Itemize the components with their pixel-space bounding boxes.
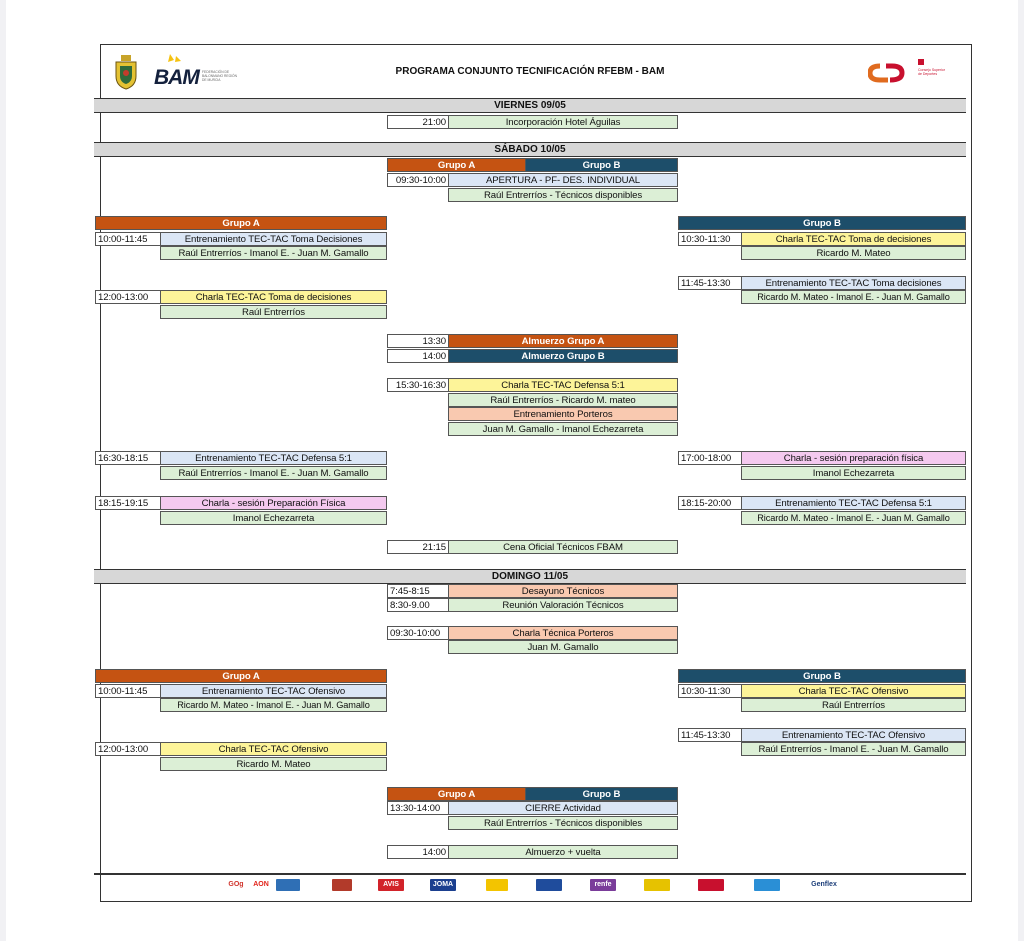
schedule-staff: Raúl Entrerríos - Técnicos disponibles: [448, 816, 678, 830]
group-b-header: Grupo B: [525, 158, 678, 172]
sponsor-logo: [407, 879, 427, 891]
schedule-activity: Entrenamiento TEC-TAC Toma decisiones: [741, 276, 966, 290]
sponsor-logo: [783, 879, 807, 891]
schedule-activity: Entrenamiento TEC-TAC Ofensivo: [160, 684, 387, 698]
schedule-activity: Charla - sesión preparación física: [741, 451, 966, 465]
schedule-time: 21:00: [387, 115, 449, 129]
schedule-activity: CIERRE Actividad: [448, 801, 678, 815]
schedule-staff: Raúl Entrerríos - Técnicos disponibles: [448, 188, 678, 202]
schedule-time: 10:30-11:30: [678, 232, 742, 246]
club-crest-logo: [112, 54, 140, 90]
schedule-staff: Ricardo M. Mateo - Imanol E. - Juan M. Gamallo: [741, 511, 966, 525]
schedule-activity: Almuerzo + vuelta: [448, 845, 678, 859]
sponsor-logo: [303, 879, 329, 891]
schedule-time: 10:00-11:45: [95, 684, 161, 698]
csd-logo: [868, 56, 950, 88]
schedule-time: 10:30-11:30: [678, 684, 742, 698]
schedule-time: 11:45-13:30: [678, 276, 742, 290]
schedule-activity: Desayuno Técnicos: [448, 584, 678, 598]
sponsor-logo: [565, 879, 587, 891]
schedule-staff: Raúl Entrerríos: [160, 305, 387, 319]
group-b-header: Grupo B: [678, 216, 966, 230]
day-header-domingo: DOMINGO 11/05: [94, 569, 966, 584]
schedule-staff: Raúl Entrerríos - Imanol E. - Juan M. Gamallo: [741, 742, 966, 756]
schedule-staff: Imanol Echezarreta: [741, 466, 966, 480]
sponsor-logo: [459, 879, 483, 891]
schedule-time: 7:45-8:15: [387, 584, 449, 598]
schedule-activity: Charla - sesión Preparación Física: [160, 496, 387, 510]
sponsor-logo: GOg: [226, 879, 246, 891]
schedule-activity: APERTURA - PF- DES. INDIVIDUAL: [448, 173, 678, 187]
sponsor-logo: AVIS: [378, 879, 404, 891]
schedule-activity: Cena Oficial Técnicos FBAM: [448, 540, 678, 554]
sponsor-logo: [754, 879, 780, 891]
schedule-staff: Ricardo M. Mateo: [160, 757, 387, 771]
group-a-header: Grupo A: [387, 787, 526, 801]
sponsor-logo: [511, 879, 533, 891]
schedule-activity: Charla TEC-TAC Toma de decisiones: [160, 290, 387, 304]
schedule-staff: Raúl Entrerríos: [741, 698, 966, 712]
schedule-time: 09:30-10:00: [387, 626, 449, 640]
schedule-staff: Ricardo M. Mateo: [741, 246, 966, 260]
sponsor-logo: [486, 879, 508, 891]
schedule-activity: Almuerzo Grupo B: [448, 349, 678, 363]
sponsor-logo: [332, 879, 352, 891]
schedule-activity: Charla TEC-TAC Ofensivo: [160, 742, 387, 756]
schedule-activity: Charla TEC-TAC Ofensivo: [741, 684, 966, 698]
schedule-time: 18:15-20:00: [678, 496, 742, 510]
schedule-time: 14:00: [387, 845, 449, 859]
group-b-header: Grupo B: [678, 669, 966, 683]
schedule-staff: Juan M. Gamallo: [448, 640, 678, 654]
schedule-time: 11:45-13:30: [678, 728, 742, 742]
schedule-time: 13:30-14:00: [387, 801, 449, 815]
schedule-time: 14:00: [387, 349, 449, 363]
group-a-header: Grupo A: [387, 158, 526, 172]
schedule-activity: Entrenamiento TEC-TAC Ofensivo: [741, 728, 966, 742]
schedule-staff: Ricardo M. Mateo - Imanol E. - Juan M. Gamallo: [741, 290, 966, 304]
sponsor-logo: AON: [249, 879, 273, 891]
sponsor-logo: [673, 879, 695, 891]
csd-logo-subtitle: Consejo Superior de Deportes: [918, 68, 946, 76]
schedule-activity: Almuerzo Grupo A: [448, 334, 678, 348]
schedule-time: 09:30-10:00: [387, 173, 449, 187]
schedule-activity: Charla TEC-TAC Toma de decisiones: [741, 232, 966, 246]
schedule-staff: Ricardo M. Mateo - Imanol E. - Juan M. Gamallo: [160, 698, 387, 712]
schedule-time: 17:00-18:00: [678, 451, 742, 465]
group-a-header: Grupo A: [95, 669, 387, 683]
schedule-activity: Reunión Valoración Técnicos: [448, 598, 678, 612]
sponsor-logo: renfe: [590, 879, 616, 891]
day-header-sabado: SÁBADO 10/05: [94, 142, 966, 157]
sponsor-logo: [644, 879, 670, 891]
day-header-viernes: VIERNES 09/05: [94, 98, 966, 113]
schedule-staff: Raúl Entrerríos - Imanol E. - Juan M. Gamallo: [160, 246, 387, 260]
schedule-activity: Entrenamiento TEC-TAC Defensa 5:1: [741, 496, 966, 510]
schedule-time: 10:00-11:45: [95, 232, 161, 246]
schedule-time: 12:00-13:00: [95, 742, 161, 756]
schedule-activity: Entrenamiento TEC-TAC Toma Decisiones: [160, 232, 387, 246]
schedule-staff: Raúl Entrerríos - Imanol E. - Juan M. Gamallo: [160, 466, 387, 480]
group-a-header: Grupo A: [95, 216, 387, 230]
schedule-time: 15:30-16:30: [387, 378, 449, 392]
sponsor-logo: [355, 879, 375, 891]
bam-logo: [152, 52, 242, 90]
sponsor-logo: [276, 879, 300, 891]
page-title: PROGRAMA CONJUNTO TECNIFICACIÓN RFEBM - BAM: [395, 66, 665, 77]
schedule-activity: Charla Técnica Porteros: [448, 626, 678, 640]
schedule-activity: Entrenamiento TEC-TAC Defensa 5:1: [160, 451, 387, 465]
schedule-time: 21:15: [387, 540, 449, 554]
schedule-time: 18:15-19:15: [95, 496, 161, 510]
sponsor-logo: [698, 879, 724, 891]
schedule-time: 8:30-9.00: [387, 598, 449, 612]
sponsor-logo: JOMA: [430, 879, 456, 891]
bam-logo-subtitle: FEDERACIÓN DE BALONMANO REGIÓN DE MURCIA: [202, 70, 237, 82]
footer-divider: [94, 873, 966, 875]
sponsor-logo: [619, 879, 641, 891]
bam-logo-text: BAM: [154, 66, 199, 89]
schedule-staff: Imanol Echezarreta: [160, 511, 387, 525]
schedule-activity: Charla TEC-TAC Defensa 5:1: [448, 378, 678, 392]
group-b-header: Grupo B: [525, 787, 678, 801]
schedule-time: 12:00-13:00: [95, 290, 161, 304]
schedule-staff: Raúl Entrerríos - Ricardo M. mateo: [448, 393, 678, 407]
sponsor-logo: Genflex: [810, 879, 838, 891]
schedule-activity: Entrenamiento Porteros: [448, 407, 678, 421]
schedule-activity: Incorporación Hotel Águilas: [448, 115, 678, 129]
schedule-staff: Juan M. Gamallo - Imanol Echezarreta: [448, 422, 678, 436]
sponsor-logo: [536, 879, 562, 891]
schedule-time: 13:30: [387, 334, 449, 348]
schedule-time: 16:30-18:15: [95, 451, 161, 465]
sponsor-logo: [727, 879, 751, 891]
